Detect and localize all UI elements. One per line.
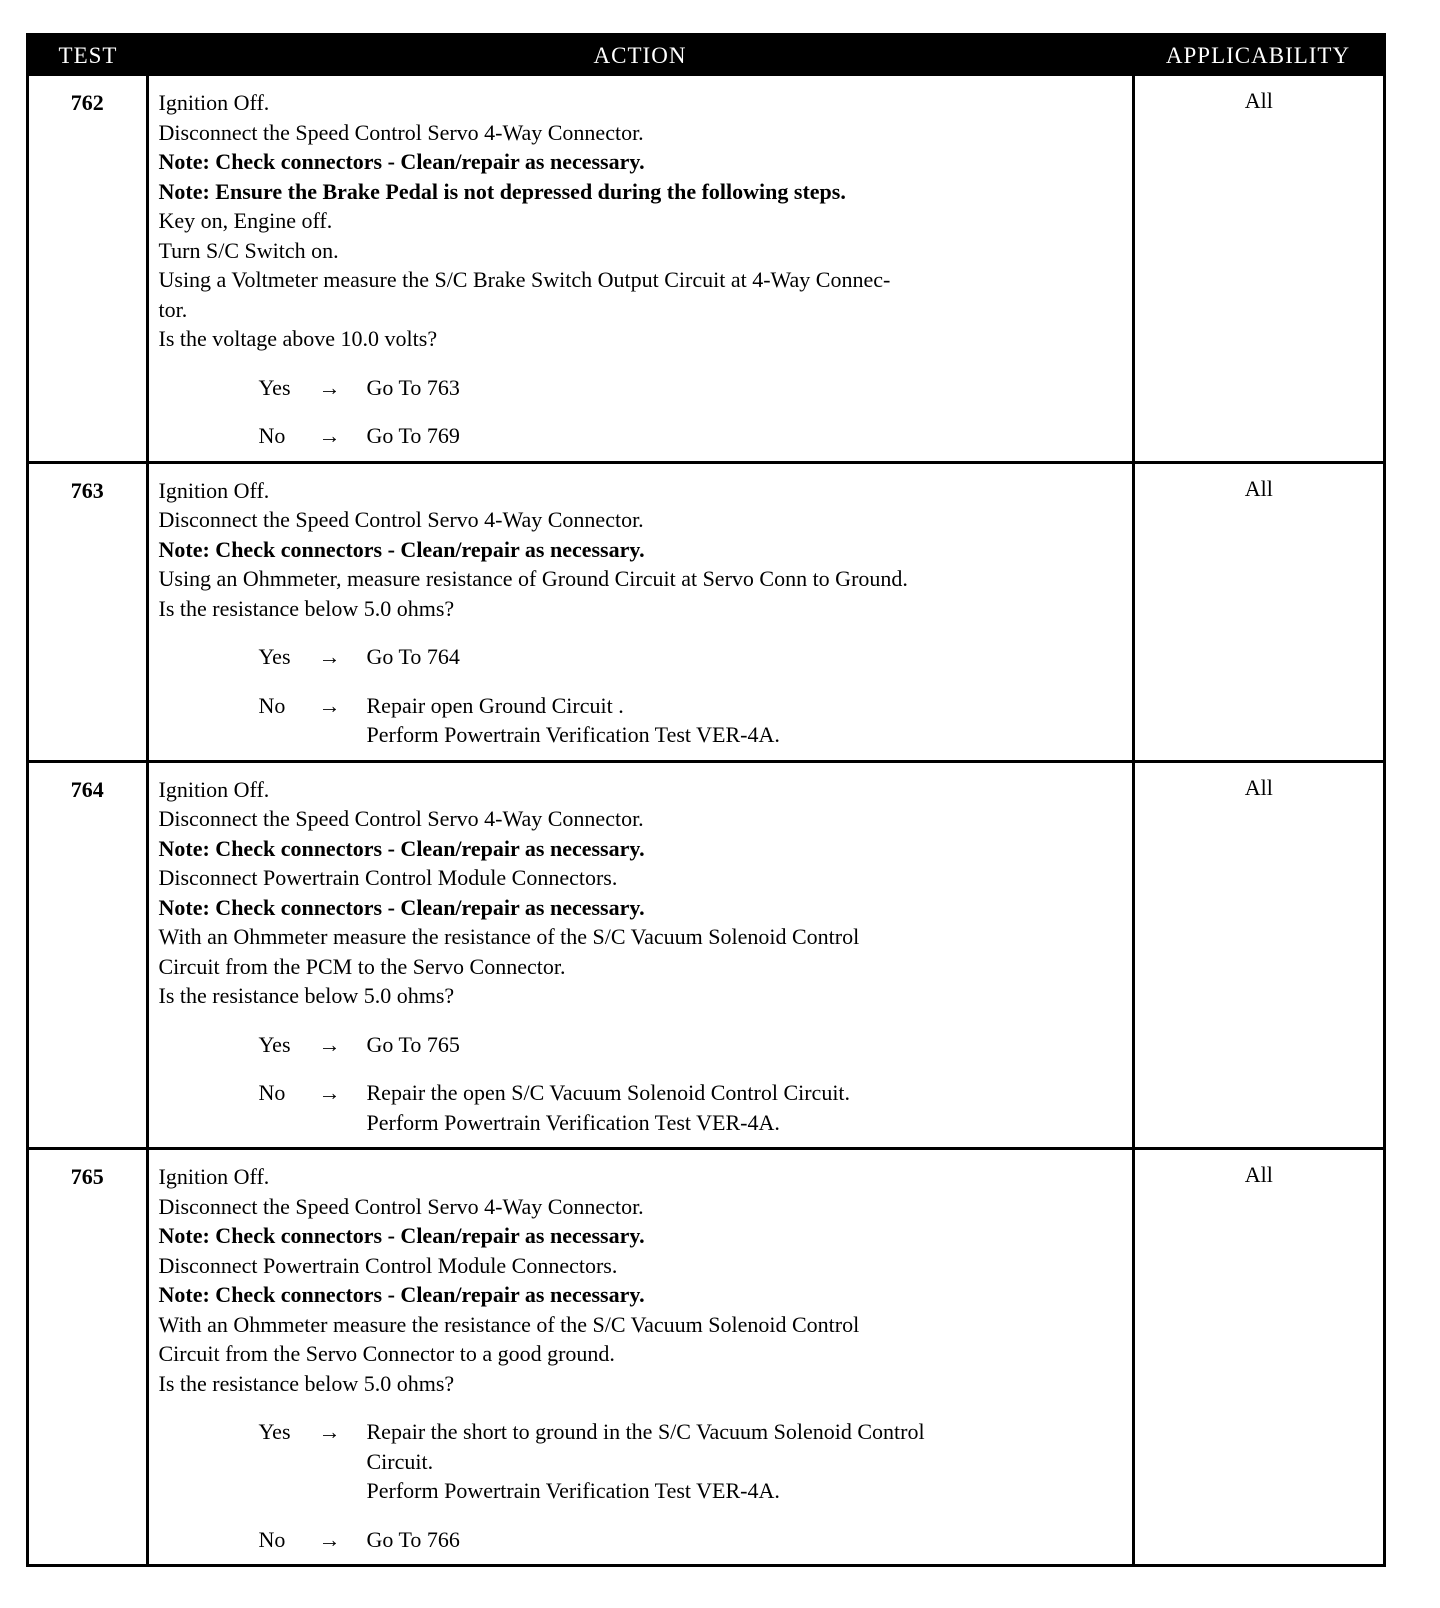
note-line: Note: Check connectors - Clean/repair as necessary. (158, 149, 645, 174)
diagnostic-table-sheet (26, 33, 1386, 1567)
result-line: Go To 764 (366, 644, 460, 669)
result-line: Perform Powertrain Verification Test VER-4A. (366, 1109, 780, 1135)
branch-answer: No (258, 1080, 286, 1105)
branch-no (159, 1525, 1124, 1555)
test-number: 763 (29, 462, 147, 761)
action-line: Disconnect the Speed Control Servo 4-Way Connector. (158, 119, 644, 145)
action-line: Circuit from the PCM to the Servo Connector. (158, 953, 566, 979)
test-number: 762 (29, 76, 147, 462)
note-line: Note: Check connectors - Clean/repair as necessary. (158, 536, 645, 562)
note-line: Note: Check connectors - Clean/repair as necessary. (158, 835, 645, 861)
action-line: Ignition Off. (158, 1164, 270, 1189)
arrow-right-icon: → (318, 1080, 341, 1105)
branch-result (367, 691, 1124, 750)
result-line: Perform Powertrain Verification Test VER-4A. (366, 722, 780, 747)
table-row (29, 462, 1383, 761)
result-line: Go To 766 (366, 1526, 460, 1552)
note-line: Note: Check connectors - Clean/repair as necessary. (158, 1223, 645, 1248)
branch-yes (159, 1030, 1124, 1060)
branch-result (367, 421, 1124, 451)
branch-answer: Yes (258, 374, 291, 400)
action-line: Is the resistance below 5.0 ohms? (158, 1370, 455, 1396)
branch-answer: No (258, 1526, 286, 1552)
action-line: With an Ohmmeter measure the resistance of the S/C Vacuum Solenoid Control (158, 1311, 860, 1337)
branch-result (367, 642, 1124, 672)
table-row (29, 76, 1383, 462)
note-line: Note: Ensure the Brake Pedal is not depressed during the following steps. (158, 178, 846, 204)
branch-answer: Yes (258, 1419, 291, 1444)
branch-answer: Yes (258, 644, 291, 669)
branch-yes (159, 373, 1124, 403)
arrow-right-icon: → (318, 692, 341, 718)
header-action: ACTION (147, 36, 1133, 76)
diagnostic-table (29, 36, 1383, 1564)
action-line: Disconnect the Speed Control Servo 4-Way Connector. (158, 507, 644, 532)
branch-result (367, 1030, 1124, 1060)
action-line: Using a Voltmeter measure the S/C Brake Switch Output Circuit at 4-Way Connec- (158, 267, 891, 292)
table-header (29, 36, 1383, 76)
test-number: 765 (29, 1149, 147, 1565)
action-line: Ignition Off. (158, 90, 270, 115)
result-line: Repair open Ground Circuit . (366, 692, 624, 718)
action-line: Ignition Off. (158, 776, 270, 802)
applicability-cell: All (1244, 88, 1273, 113)
branch-no (159, 691, 1124, 750)
action-line: Disconnect Powertrain Control Module Connectors. (158, 1252, 618, 1278)
action-line: Disconnect the Speed Control Servo 4-Way Connector. (158, 806, 644, 831)
action-line: Is the resistance below 5.0 ohms? (158, 983, 455, 1008)
action-line: Is the voltage above 10.0 volts? (158, 326, 438, 351)
action-line: Turn S/C Switch on. (158, 237, 339, 263)
arrow-right-icon: → (318, 644, 341, 669)
arrow-right-icon: → (318, 423, 341, 448)
applicability-cell: All (1244, 774, 1273, 800)
action-line: Is the resistance below 5.0 ohms? (158, 595, 455, 621)
branch-no (159, 421, 1124, 451)
applicability-cell: All (1244, 475, 1273, 501)
applicability-cell: All (1244, 1162, 1273, 1187)
branch-answer: No (258, 423, 286, 448)
result-line: Repair the short to ground in the S/C Vacuum Solenoid Control (366, 1419, 925, 1444)
action-line: Disconnect the Speed Control Servo 4-Way Connector. (158, 1193, 644, 1219)
table-body (29, 76, 1383, 1564)
action-line: Key on, Engine off. (158, 208, 333, 233)
branch-result (367, 1078, 1124, 1137)
arrow-right-icon: → (318, 374, 341, 400)
action-line: Ignition Off. (158, 477, 270, 503)
action-line: tor. (158, 296, 188, 322)
result-line: Go To 765 (366, 1031, 460, 1057)
test-number: 764 (29, 761, 147, 1149)
result-line: Circuit. (366, 1448, 434, 1474)
action-line: With an Ohmmeter measure the resistance of the S/C Vacuum Solenoid Control (158, 924, 860, 949)
header-applicability: APPLICABILITY (1133, 36, 1383, 76)
table-row (29, 761, 1383, 1149)
action-line: Using an Ohmmeter, measure resistance of Ground Circuit at Servo Conn to Ground. (158, 566, 908, 591)
result-line: Repair the open S/C Vacuum Solenoid Control Circuit. (366, 1080, 851, 1105)
note-line: Note: Check connectors - Clean/repair as necessary. (158, 1282, 645, 1307)
branch-result (367, 373, 1124, 403)
note-line: Note: Check connectors - Clean/repair as necessary. (158, 894, 645, 920)
branch-no (159, 1078, 1124, 1137)
result-line: Perform Powertrain Verification Test VER-4A. (366, 1478, 780, 1503)
action-cell (147, 1149, 1133, 1565)
arrow-right-icon: → (318, 1526, 341, 1552)
action-cell (147, 462, 1133, 761)
arrow-right-icon: → (318, 1031, 341, 1057)
action-cell (147, 761, 1133, 1149)
action-line: Circuit from the Servo Connector to a good ground. (158, 1341, 615, 1366)
result-line: Go To 769 (366, 423, 460, 448)
branch-result (367, 1417, 1124, 1506)
action-line: Disconnect Powertrain Control Module Connectors. (158, 865, 618, 890)
branch-answer: No (258, 692, 286, 718)
result-line: Go To 763 (366, 374, 460, 400)
branch-answer: Yes (258, 1031, 291, 1057)
table-row (29, 1149, 1383, 1565)
header-test: TEST (29, 36, 147, 76)
branch-result (367, 1525, 1124, 1555)
branch-yes (159, 642, 1124, 672)
branch-yes (159, 1417, 1124, 1506)
arrow-right-icon: → (318, 1419, 341, 1444)
action-cell (147, 76, 1133, 462)
